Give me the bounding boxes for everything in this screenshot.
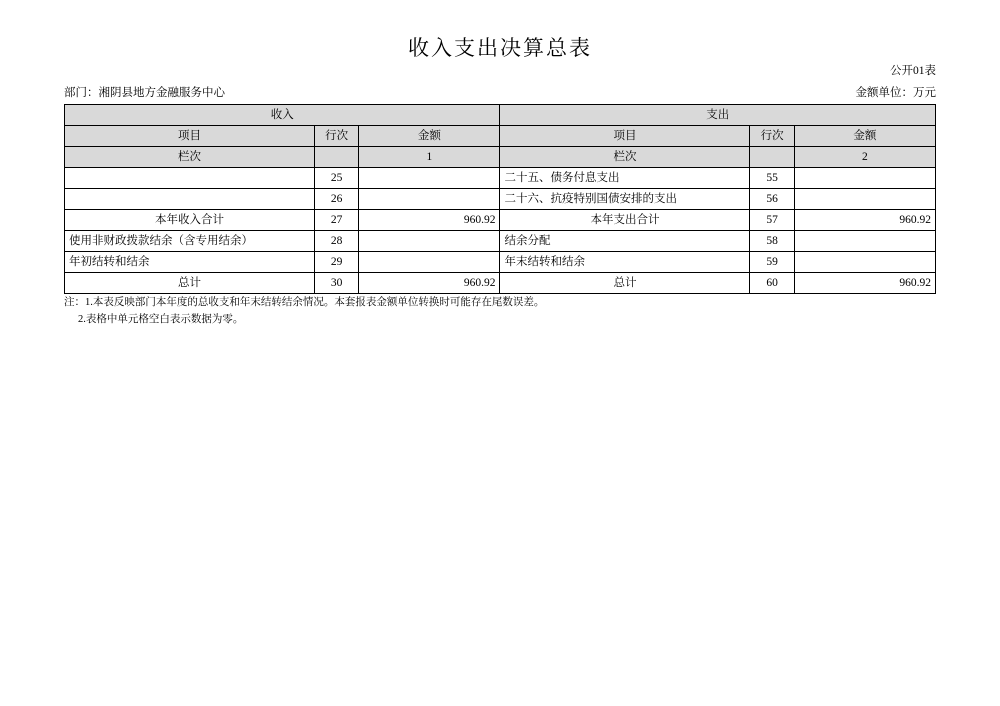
cell-expenditure-line: 60 (750, 273, 794, 294)
page-title: 收入支出决算总表 (408, 36, 592, 60)
cell-income-amount (359, 168, 500, 189)
cell-expenditure-item: 结余分配 (500, 231, 750, 252)
cell-income-line: 28 (314, 231, 358, 252)
cell-expenditure-amount: 960.92 (794, 273, 935, 294)
cell-expenditure-item: 二十六、抗疫特别国债安排的支出 (500, 189, 750, 210)
column-header-income-item: 项目 (65, 126, 315, 147)
cell-income-amount (359, 231, 500, 252)
cell-income-line: 29 (314, 252, 358, 273)
amount-unit-label: 金额单位：万元 (855, 87, 936, 99)
cell-income-amount: 960.92 (359, 273, 500, 294)
table-row (65, 252, 936, 273)
cell-expenditure-amount (794, 168, 935, 189)
cell-expenditure-amount (794, 189, 935, 210)
cell-expenditure-item: 二十五、债务付息支出 (500, 168, 750, 189)
cell-income-line: 27 (314, 210, 358, 231)
table-row (65, 273, 936, 294)
table-group-header-row (65, 105, 936, 126)
cell-income-amount: 960.92 (359, 210, 500, 231)
cell-expenditure-line: 59 (750, 252, 794, 273)
cell-expenditure-line: 56 (750, 189, 794, 210)
column-header-expenditure-line: 行次 (750, 126, 794, 147)
budget-table (64, 104, 936, 294)
subheader-income-line (314, 147, 358, 168)
cell-expenditure-amount (794, 231, 935, 252)
cell-income-amount (359, 252, 500, 273)
table-row (65, 210, 936, 231)
cell-expenditure-amount (794, 252, 935, 273)
subheader-income-col-number: 1 (359, 147, 500, 168)
cell-income-line: 25 (314, 168, 358, 189)
form-code: 公开01表 (890, 65, 936, 77)
cell-expenditure-amount: 960.92 (794, 210, 935, 231)
subheader-income-label: 栏次 (65, 147, 315, 168)
note-line-1: 注：1.本表反映部门本年度的总收支和年末结转结余情况。本套报表金额单位转换时可能存在尾数误差。 (64, 297, 545, 308)
cell-income-line: 26 (314, 189, 358, 210)
table-column-header-row (65, 126, 936, 147)
cell-income-item: 本年收入合计 (65, 210, 315, 231)
cell-expenditure-line: 58 (750, 231, 794, 252)
cell-income-item (65, 168, 315, 189)
cell-expenditure-line: 55 (750, 168, 794, 189)
table-subheader-row (65, 147, 936, 168)
table-notes (64, 294, 544, 328)
column-header-expenditure-item: 项目 (500, 126, 750, 147)
table-row (65, 168, 936, 189)
cell-income-line: 30 (314, 273, 358, 294)
cell-expenditure-item: 总计 (500, 273, 750, 294)
group-header-income: 收入 (65, 105, 500, 126)
column-header-expenditure-amount: 金额 (794, 126, 935, 147)
subheader-expenditure-label: 栏次 (500, 147, 750, 168)
cell-income-item: 年初结转和结余 (65, 252, 315, 273)
table-row (65, 189, 936, 210)
column-header-income-line: 行次 (314, 126, 358, 147)
cell-income-amount (359, 189, 500, 210)
column-header-income-amount: 金额 (359, 126, 500, 147)
table-body (65, 105, 936, 294)
cell-expenditure-item: 本年支出合计 (500, 210, 750, 231)
meta-row (64, 84, 936, 100)
cell-income-item: 使用非财政拨款结余（含专用结余） (65, 231, 315, 252)
cell-income-item (65, 189, 315, 210)
cell-expenditure-item: 年末结转和结余 (500, 252, 750, 273)
note-line-2: 2.表格中单元格空白表示数据为零。 (78, 314, 244, 325)
subheader-expenditure-col-number: 2 (794, 147, 935, 168)
subheader-expenditure-line (750, 147, 794, 168)
group-header-expenditure: 支出 (500, 105, 936, 126)
cell-income-item: 总计 (65, 273, 315, 294)
department-label: 部门：湘阴县地方金融服务中心 (64, 87, 225, 99)
table-row (65, 231, 936, 252)
cell-expenditure-line: 57 (750, 210, 794, 231)
